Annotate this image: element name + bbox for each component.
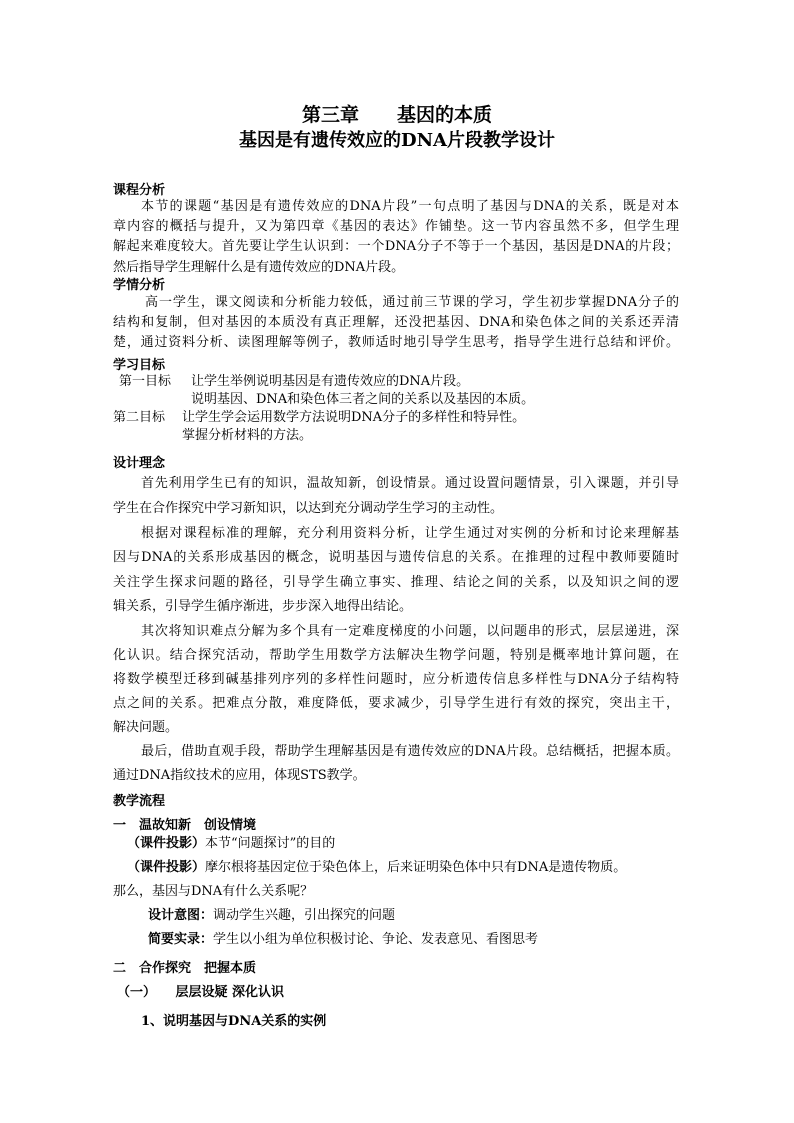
brief-record-text: 学生以小组为单位积极讨论、争论、发表意见、看图思考: [213, 932, 539, 947]
design-concept-line: 通过DNA指纹技术的应用，体现STS教学。: [113, 768, 366, 783]
item-1-heading: 1、说明基因与DNA关系的实例: [141, 1014, 327, 1029]
goal2-line: 让学生学会运用数学方法说明DNA分子的多样性和特异性。: [182, 410, 526, 425]
design-concept-line: 辑关系，引导学生循序渐进，步步深入地得出结论。: [113, 599, 413, 614]
teaching-flow-heading: 教学流程: [113, 794, 166, 809]
course-analysis-line: 解起来难度较大。首先要让学生认识到：一个DNA分子不等于一个基因，基因是DNA的片段；: [113, 239, 679, 254]
design-concept-line: 最后，借助直观手段，帮助学生理解基因是有遗传效应的DNA片段。总结概括，把握本质。: [141, 744, 679, 759]
slide-2-label: （课件投影）: [127, 860, 206, 875]
design-concept-line: 学生在合作探究中学习新知识，以达到充分调动学生学习的主动性。: [113, 501, 504, 516]
slide-2: [127, 861, 626, 874]
goal1-line: 让学生举例说明基因是有遗传效应的DNA片段。: [191, 374, 470, 389]
slide-2-text: 摩尔根将基因定位于染色体上，后来证明染色体中只有DNA是遗传物质。: [205, 860, 627, 875]
design-concept-line: 关注学生探求问题的路径，引导学生确立事实、推理、结论之间的关系，以及知识之间的逻: [113, 575, 679, 590]
design-concept-heading: 设计理念: [113, 456, 166, 471]
learning-goals-heading: 学习目标: [113, 358, 166, 373]
design-intent-text: 调动学生兴趣，引出探究的问题: [213, 908, 396, 923]
design-concept-line: 化认识。结合探究活动，帮助学生用数学方法解决生物学问题，特别是概率地计算问题，在: [113, 648, 679, 663]
student-analysis-line: 结构和复制，但对基因的本质没有真正理解，还没把基因、DNA和染色体之间的关系还弄清: [113, 315, 679, 330]
student-analysis-line: 楚，通过资料分析、读图理解等例子，教师适时地引导学生思考，指导学生进行总结和评价。: [113, 335, 679, 350]
course-analysis-line: 本节的课题“基因是有遗传效应的DNA片段”一句点明了基因与DNA的关系，既是对本: [141, 199, 679, 214]
brief-record: [148, 933, 538, 946]
goal2-line: 掌握分析材料的方法。: [182, 428, 313, 443]
design-concept-line: 根据对课程标准的理解，充分利用资料分析，让学生通过对实例的分析和讨论来理解基: [141, 526, 679, 541]
design-concept-line: 其次将知识难点分解为多个具有一定难度梯度的小问题，以问题串的形式，层层递进，深: [141, 624, 679, 639]
design-concept-line: 解决问题。: [113, 720, 179, 735]
slide-1-label: （课件投影）: [127, 836, 206, 851]
course-analysis-line: 然后指导学生理解什么是有遗传效应的DNA片段。: [113, 260, 405, 275]
goal1-line: 说明基因、DNA和染色体三者之间的关系以及基因的本质。: [191, 392, 535, 407]
design-intent: [148, 909, 395, 922]
goal2-label: 第二目标: [113, 410, 166, 425]
design-concept-line: 因与DNA的关系形成基因的概念，说明基因与遗传信息的关系。在推理的过程中教师要随时: [113, 550, 679, 565]
slide-1: [127, 837, 335, 850]
student-analysis-line: 高一学生，课文阅读和分析能力较低，通过前三节课的学习，学生初步掌握DNA分子的: [145, 295, 679, 310]
section-1-heading: 一 温故知新 创设情境: [113, 818, 257, 833]
design-concept-line: 将数学模型迁移到碱基排列序列的多样性问题时，应分析遗传信息多样性与DNA分子结构特: [113, 672, 679, 687]
course-analysis-heading: 课程分析: [113, 183, 166, 198]
goal1-label: 第一目标: [119, 374, 172, 389]
student-analysis-heading: 学情分析: [113, 278, 166, 293]
design-concept-line: 点之间的关系。把难点分散，难度降低，要求减少，引导学生进行有效的探究，突出主干，: [113, 696, 679, 711]
design-intent-label: 设计意图：: [148, 908, 214, 923]
subsection-1-heading: （一） 层层设疑 深化认识: [117, 985, 285, 1000]
design-concept-line: 首先利用学生已有的知识，温故知新，创设情景。通过设置问题情景，引入课题，并引导: [141, 476, 679, 491]
lesson-title: 基因是有遗传效应的DNA片段教学设计: [238, 130, 556, 151]
course-analysis-line: 章内容的概括与提升，又为第四章《基因的表达》作铺垫。这一节内容虽然不多，但学生理: [113, 219, 679, 234]
slide-2-continuation: 那么，基因与DNA有什么关系呢？: [113, 884, 314, 899]
section-2-heading: 二 合作探究 把握本质: [113, 961, 257, 976]
slide-1-text: 本节“问题探讨”的目的: [205, 836, 336, 851]
chapter-title: 第三章 基因的本质: [301, 104, 492, 126]
brief-record-label: 简要实录：: [148, 932, 214, 947]
